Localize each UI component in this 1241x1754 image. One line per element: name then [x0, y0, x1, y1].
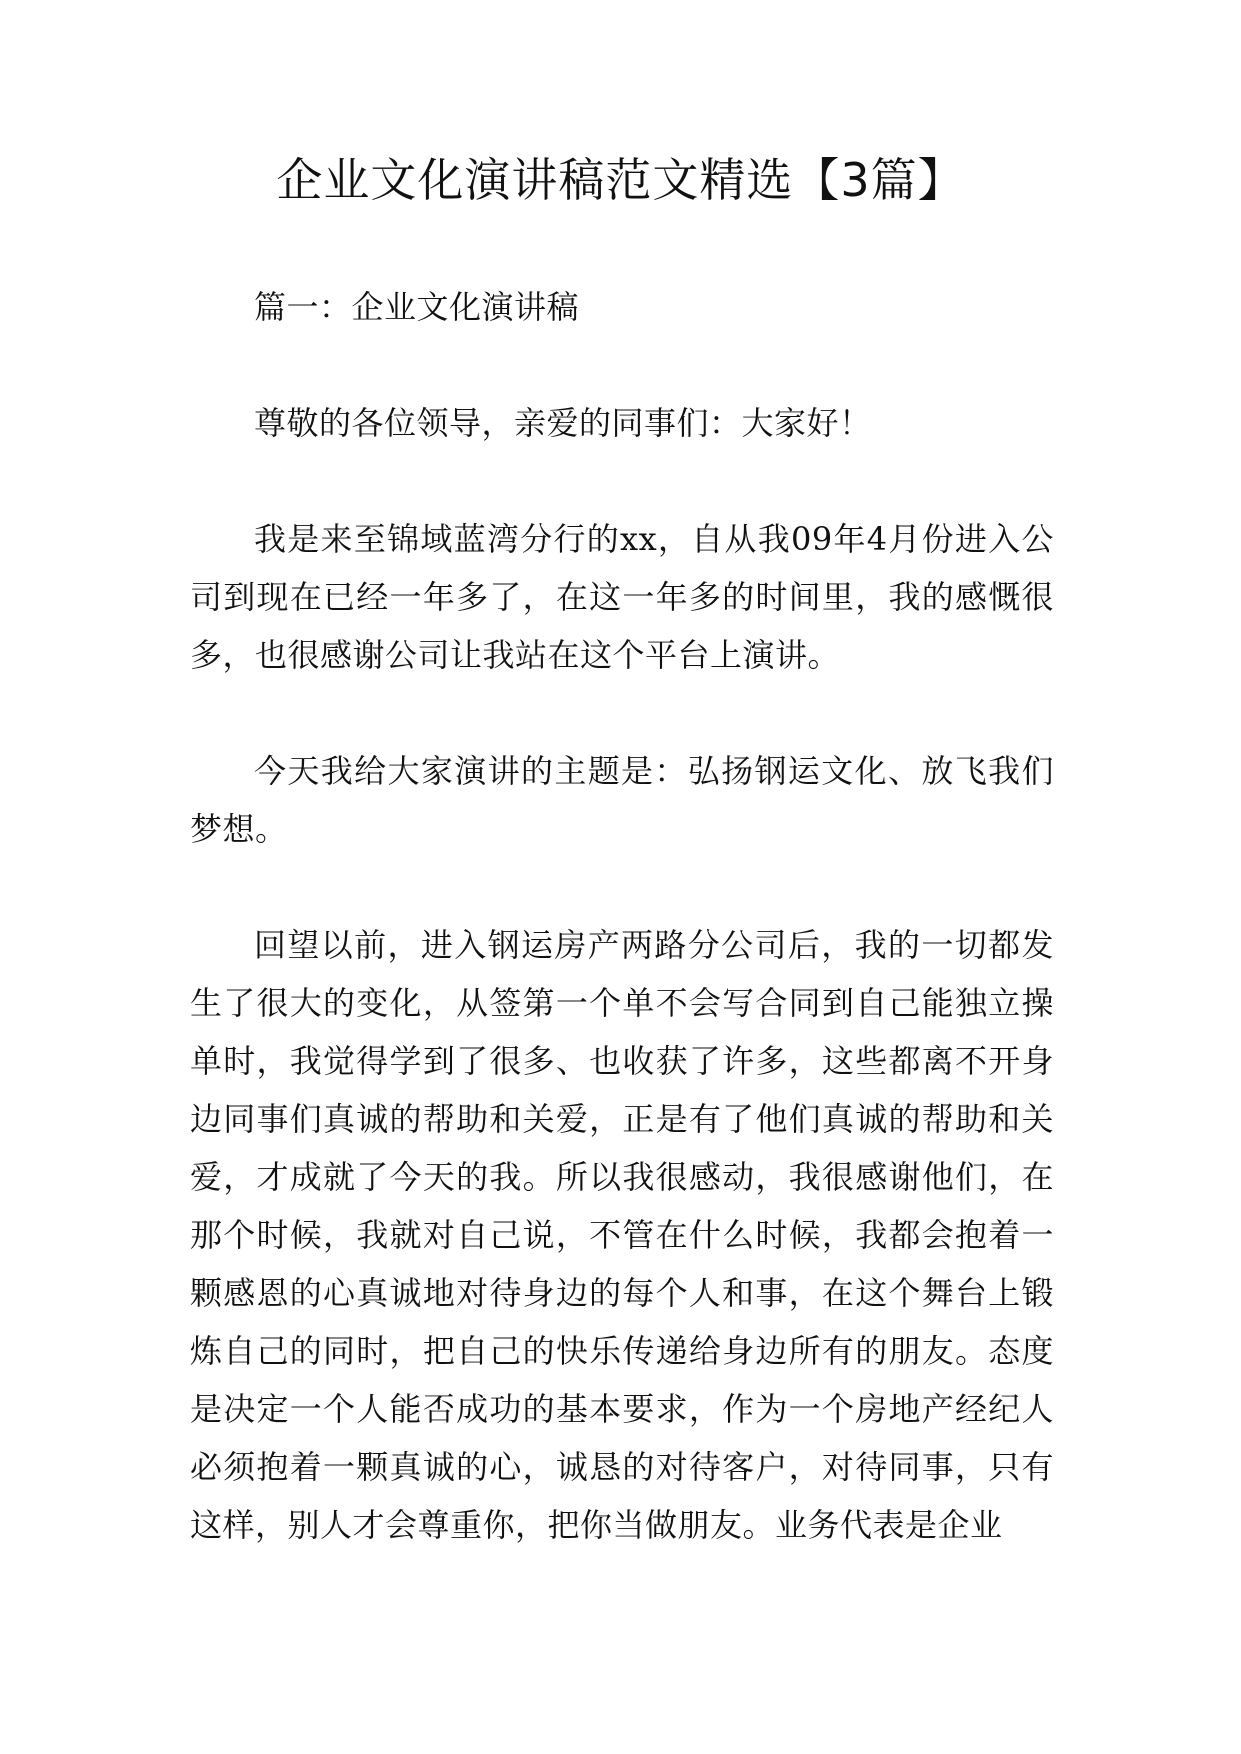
body-paragraph: 回望以前，进入钢运房产两路分公司后，我的一切都发生了很大的变化，从签第一个单不会写合同到自己能独立操单时，我觉得学到了很多、也收获了许多，这些都离不开身边同事们真诚的帮助和关爱，正是有了他们真诚的帮助和关爱，才成就了今天的我。所以我很感动，我很感谢他们，在那个时候，我就对自己说，不管在什么时候，我都会抱着一颗感恩的心真诚地对待身边的每个人和事，在这个舞台上锻炼自己的同时，把自己的快乐传递给身边所有的朋友。态度是决定一个人能否成功的基本要求，作为一个房地产经纪人必须抱着一颗真诚的心，诚恳的对待客户，对待同事，只有这样，别人才会尊重你，把你当做朋友。业务代表是企业 — [190, 926, 1054, 1544]
document-title: 企业文化演讲稿范文精选【3篇】 — [276, 153, 965, 207]
theme-paragraph: 今天我给大家演讲的主题是：弘扬钢运文化、放飞我们梦想。 — [190, 752, 1054, 848]
intro-paragraph: 我是来至锦域蓝湾分行的xx，自从我09年4月份进入公司到现在已经一年多了，在这一年多的时间里，我的感慨很多，也很感谢公司让我站在这个平台上演讲。 — [190, 520, 1054, 674]
greeting-paragraph: 尊敬的各位领导，亲爱的同事们：大家好！ — [254, 404, 872, 442]
section-heading: 篇一：企业文化演讲稿 — [254, 288, 580, 326]
document-body — [190, 278, 1054, 1612]
